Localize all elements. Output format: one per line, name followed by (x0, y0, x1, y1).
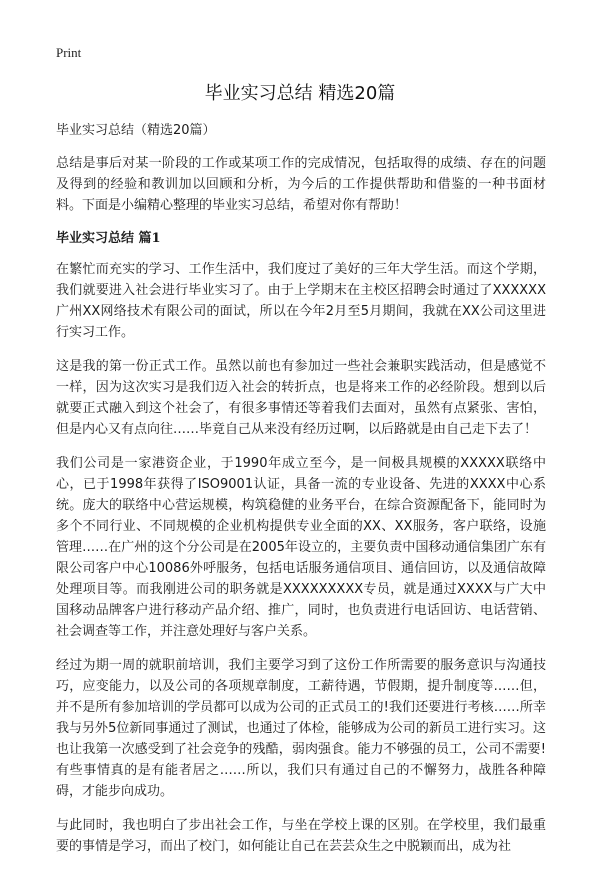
document-subtitle: 毕业实习总结（精选20篇） (56, 123, 216, 138)
body-paragraph: 这是我的第一份正式工作。虽然以前也有参加过一些社会兼职实践活动，但是感觉不一样，因为这次实习是我们迈入社会的转折点，也是将来工作的必经阶段。想到以后就要正式融入到这个社会了，有很多事情还等着我们去面对，虽然有点紧张、害怕，但是内心又有点向往……毕竟自己从来没有经历过啊，以后路就是由自己走下去了！ (56, 359, 546, 437)
body-paragraph: 在繁忙而充实的学习、工作生活中，我们度过了美好的三年大学生活。而这个学期，我们就要进入社会进行毕业实习了。由于上学期末在主校区招聘会时通过了XXXXXX广州XX网络技术有限公司的面试，所以在今年2月至5月期间，我就在XX公司这里进行实习工作。 (56, 262, 546, 340)
intro-paragraph: 总结是事后对某一阶段的工作或某项工作的完成情况，包括取得的成绩、存在的问题及得到的经验和教训加以回顾和分析，为今后的工作提供帮助和借鉴的一种书面材料。下面是小编精心整理的毕业实习总结，希望对你有帮助！ (56, 156, 546, 213)
page-title: 毕业实习总结 精选20篇 (204, 83, 396, 104)
document-body (56, 121, 546, 870)
section-heading: 毕业实习总结 篇1 (56, 231, 161, 246)
print-link[interactable]: Print (56, 45, 82, 60)
body-paragraph: 与此同时，我也明白了步出社会工作，与坐在学校上课的区别。在学校里，我们最重要的事情是学习，而出了校门，如何能让自己在芸芸众生之中脱颖而出，成为社 (56, 818, 546, 854)
body-paragraph: 经过为期一周的就职前培训，我们主要学习到了这份工作所需要的服务意识与沟通技巧，应变能力，以及公司的各项规章制度，工薪待遇，节假期，提升制度等……但，并不是所有参加培训的学员都可以成为公司的正式员工的!我们还要进行考核……所幸我与另外5位新同事通过了测试，也通过了体检，能够成为公司的新员工进行实习。这也让我第一次感受到了社会竞争的残酷，弱肉强食。能力不够强的员工，公司不需要!有些事情真的是有能者居之……所以，我们只有通过自己的不懈努力，战胜各种障碍，才能步向成功。 (56, 658, 546, 799)
body-paragraph: 我们公司是一家港资企业，于1990年成立至今，是一间极具规模的XXXXX联络中心，已于1998年获得了ISO9001认证，具备一流的专业设备、先进的XXXX中心系统。庞大的联络中心营运规模，构筑稳健的业务平台，在综合资源配备下，能同时为多个不同行业、不同规模的企业机构提供专业全面的XX、XX服务，客户联络，设施管理……在广州的这个分公司是在2005年设立的，主要负责中国移动通信集团广东有限公司客户中心10086外呼服务，包括电话服务通信项目、通信回访，以及通信故障处理项目等。而我刚进公司的职务就是XXXXXXXXX专员，就是通过XXXX与广大中国移动品牌客户进行移动产品介绍、推广，同时，也负责进行电话回访、电话营销、社会调查等工作，并注意处理好与客户关系。 (56, 456, 546, 639)
